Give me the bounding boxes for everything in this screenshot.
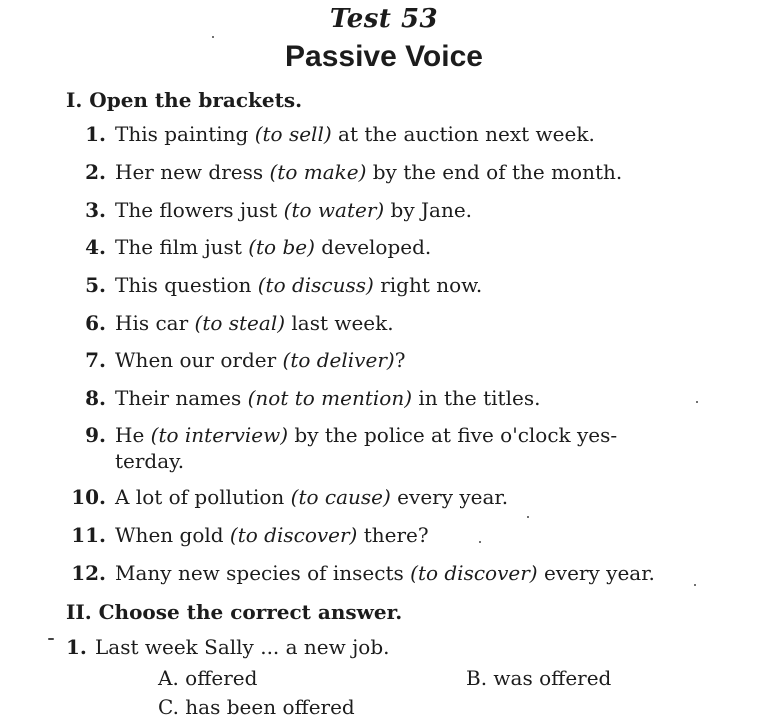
item-text: When our order (to deliver)?: [115, 348, 406, 372]
item-text-continuation: terday.: [115, 449, 185, 473]
item-number: 1.: [85, 122, 106, 146]
item-number: 9.: [85, 423, 106, 447]
verb-hint: (to be): [248, 235, 315, 259]
verb-hint: (to discover): [410, 561, 538, 585]
item-text: The film just (to be) developed.: [115, 235, 432, 259]
item-number: 8.: [85, 386, 106, 410]
item-text: His car (to steal) last week.: [115, 311, 394, 335]
item-text: He (to interview) by the police at five o'clock yes-: [115, 423, 618, 447]
item-number: 3.: [85, 198, 106, 222]
option-a: A. offered: [158, 666, 258, 690]
item-number: 10.: [71, 485, 106, 509]
verb-hint: (to sell): [254, 122, 332, 146]
item-text: Their names (not to mention) in the titles.: [115, 386, 541, 410]
item-number: 2.: [85, 160, 106, 184]
verb-hint: (to steal): [194, 311, 286, 335]
scan-speck: [212, 36, 214, 38]
item-text: This question (to discuss) right now.: [115, 273, 483, 297]
item-number: 4.: [85, 235, 106, 259]
item-text: This painting (to sell) at the auction next week.: [115, 122, 595, 146]
item-text: The flowers just (to water) by Jane.: [115, 198, 473, 222]
section-1-heading: I. Open the brackets.: [66, 88, 303, 112]
option-b: B. was offered: [466, 666, 612, 690]
scan-speck: [527, 516, 529, 518]
item-number: 12.: [71, 561, 106, 585]
scan-speck: [48, 638, 54, 640]
item-text: A lot of pollution (to cause) every year.: [115, 485, 509, 509]
item-number: 5.: [85, 273, 106, 297]
verb-hint: (to discover): [229, 523, 358, 547]
scan-speck: [694, 584, 696, 586]
question-number: 1.: [66, 635, 87, 659]
test-number-title: Test 53: [329, 4, 439, 34]
verb-hint: (to water): [283, 198, 385, 222]
item-text: Many new species of insects (to discover) every year.: [115, 561, 655, 585]
section-2-heading: II. Choose the correct answer.: [66, 600, 403, 624]
scan-speck: [696, 401, 698, 403]
verb-hint: (to interview): [150, 423, 289, 447]
topic-title: Passive Voice: [285, 40, 483, 73]
verb-hint: (to deliver): [282, 348, 395, 372]
verb-hint: (to discuss): [257, 273, 374, 297]
verb-hint: (to cause): [290, 485, 391, 509]
item-number: 7.: [85, 348, 106, 372]
verb-hint: (not to mention): [247, 386, 413, 410]
item-number: 11.: [71, 523, 106, 547]
verb-hint: (to make): [269, 160, 367, 184]
item-number: 6.: [85, 311, 106, 335]
question-text: Last week Sally ... a new job.: [95, 635, 390, 659]
option-c: C. has been offered: [158, 695, 355, 719]
item-text: When gold (to discover) there?: [115, 523, 429, 547]
item-text: Her new dress (to make) by the end of the month.: [115, 160, 623, 184]
scan-speck: [479, 541, 481, 543]
